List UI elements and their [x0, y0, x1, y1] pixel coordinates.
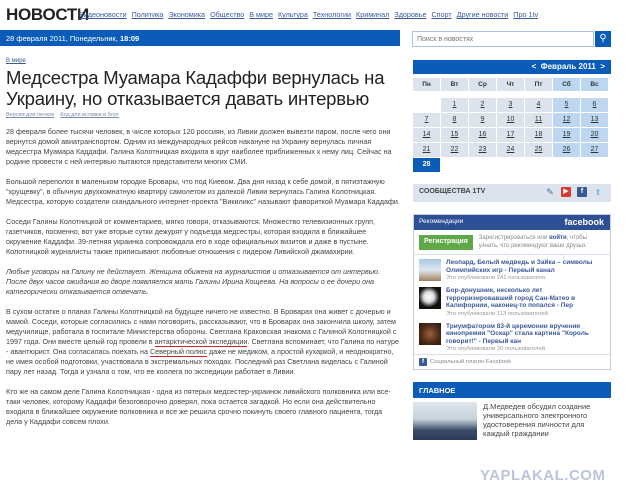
main-news-thumbnail[interactable]: [413, 402, 477, 440]
nav-other-news[interactable]: Другие новости: [456, 10, 509, 19]
recommendation-thumbnail[interactable]: [419, 323, 441, 345]
recommendation-item: [414, 255, 610, 283]
calendar-day[interactable]: 28: [413, 158, 440, 172]
register-button[interactable]: Регистрация: [419, 235, 473, 250]
calendar-day[interactable]: 18: [525, 128, 552, 142]
facebook-plugin-label[interactable]: Социальный плагин Facebook: [430, 359, 512, 365]
calendar-day[interactable]: 20: [581, 128, 608, 142]
nav-politics[interactable]: Политика: [131, 10, 164, 19]
calendar-month-label: Февраль 2011: [540, 62, 596, 71]
article-paragraph: Кто же на самом деле Галина Колотницкая - одна из пятерых медсестер-украинок ливийского полковника или все-таки человек, которому Каддафи безоговорочно доверял, пока остается загадкой. Но если она действительно входила в ближайшее окружение полковника и все же решила срочно покинуть своего главного пациента, тогда дела у Каддафи совсем плохи.: [6, 387, 391, 426]
print-version-link[interactable]: Версия для печати: [6, 112, 55, 118]
calendar-day[interactable]: 26: [553, 143, 580, 157]
calendar-day[interactable]: 9: [469, 113, 496, 127]
calendar-day[interactable]: 24: [497, 143, 524, 157]
calendar-empty-cell: [413, 98, 440, 112]
nav-society[interactable]: Общество: [210, 10, 245, 19]
facebook-header: [414, 215, 610, 230]
calendar-day[interactable]: 23: [469, 143, 496, 157]
sidebar: [413, 60, 611, 440]
current-time: 18:09: [120, 34, 140, 43]
search-icon: ⚲: [599, 33, 607, 44]
site-header: [0, 0, 640, 26]
facebook-brand: facebook: [564, 217, 604, 227]
main-news-header: ГЛАВНОЕ: [413, 382, 611, 398]
calendar-day[interactable]: 4: [525, 98, 552, 112]
calendar-next-button[interactable]: >: [600, 62, 605, 71]
calendar-prev-button[interactable]: <: [531, 62, 537, 71]
calendar-header: [413, 60, 611, 74]
text-fragment: В сухом остатке о планах Галины Колотницкой на будущее ничего не известно. В Броварах она живет с дочерью и мамой. Соседи, которые согласились с нами поговорить, рассказывают, что в Броварах она закончила школу, затем медучилище, работала в госпитале Министерства обороны. Светлана Краковская знакома с Галиной Колотницкой с 1997 года. Они вместе целый год провели в: [6, 307, 397, 346]
calendar-day[interactable]: 11: [525, 113, 552, 127]
nav-technology[interactable]: Технологии: [312, 10, 352, 19]
recommendation-thumbnail[interactable]: [419, 259, 441, 281]
facebook-recommendations: [413, 214, 611, 370]
calendar-day[interactable]: 27: [581, 143, 608, 157]
article-title: Медсестра Муамара Кадаффи вернулась на Украину, но отказывается давать интервью: [6, 67, 385, 109]
main-news-link[interactable]: Д.Медведев обсудил создание универсального электронного удостоверения личности для каждый граждании: [483, 402, 591, 438]
nav-world[interactable]: В мире: [249, 10, 273, 19]
calendar-day[interactable]: 2: [469, 98, 496, 112]
calendar-day[interactable]: 14: [413, 128, 440, 142]
calendar-day[interactable]: 5: [553, 98, 580, 112]
nav-economy[interactable]: Экономика: [168, 10, 206, 19]
calendar-day[interactable]: 21: [413, 143, 440, 157]
nav-about-1tv[interactable]: Про 1tv: [513, 10, 539, 19]
calendar-day[interactable]: 12: [553, 113, 580, 127]
facebook-icon[interactable]: f: [577, 187, 587, 197]
weekday-label: Вс: [581, 78, 608, 91]
calendar-day[interactable]: 25: [525, 143, 552, 157]
calendar-day[interactable]: 8: [441, 113, 468, 127]
recommendation-meta: Это опубликовали 113 пользователей.: [446, 310, 550, 317]
nav-health[interactable]: Здоровье: [394, 10, 427, 19]
watermark: YAPLAKAL.COM: [480, 467, 606, 484]
recommendation-link[interactable]: Триумфатором 83-й церемонии вручения кинопремии "Оскар" стала картина "Король говорит!" - Первый кан: [446, 322, 589, 345]
livejournal-icon[interactable]: ✎: [546, 187, 554, 197]
recommendation-thumbnail[interactable]: [419, 287, 441, 309]
recommendation-item: [414, 319, 610, 355]
article-paragraph-annotated: [6, 307, 400, 377]
site-logo[interactable]: НОВОСТИ: [6, 5, 89, 24]
calendar-days: [413, 98, 611, 172]
text-fragment: Зарегистрироваться или: [478, 235, 550, 241]
nav-sport[interactable]: Спорт: [431, 10, 452, 19]
article-body: [6, 127, 400, 427]
nav-culture[interactable]: Культура: [277, 10, 308, 19]
nav-videonews[interactable]: Видеоновости: [79, 10, 127, 19]
recommendation-link[interactable]: Леопард, Белый медведь и Зайка – символы Олимпийских игр - Первый канал: [446, 259, 593, 274]
top-nav: [79, 10, 538, 19]
twitter-icon[interactable]: t: [596, 187, 600, 197]
article: [6, 58, 400, 437]
recommendation-meta: Это опубликовали 20 пользователей.: [446, 346, 547, 352]
register-text: [479, 235, 605, 250]
text-fragment: , чтобы узнать, что рекомендуют ваши друзья.: [478, 235, 587, 249]
facebook-register-row: [414, 230, 610, 255]
search-button[interactable]: [595, 31, 611, 47]
weekday-label: Вт: [441, 78, 468, 91]
calendar-day[interactable]: 22: [441, 143, 468, 157]
search-input[interactable]: [412, 31, 594, 47]
weekday-label: Сб: [553, 78, 580, 91]
recommendation-meta: Это опубликовали 242 пользователя.: [446, 275, 547, 281]
calendar-day[interactable]: 1: [441, 98, 468, 112]
text-fragment: даже не медиком, а простой кухаркой, и неоднократно, не имея особой подготовки, участвовала в экстремальных походах. Последний раз Светлана виделась с Галиной пару лет назад. Тогда и узнала о том, что ее коллега по экспедиции работает в Ливии.: [6, 347, 394, 376]
calendar-day[interactable]: 17: [497, 128, 524, 142]
calendar-day[interactable]: 16: [469, 128, 496, 142]
article-tools: [6, 112, 400, 118]
calendar-day[interactable]: 6: [581, 98, 608, 112]
article-paragraph: 28 февраля более тысячи человек, в числе которых 120 россиян, из Ливии должен вывезти паром, после чего они вернутся домой авиатранспортом. Одним из международных рейсов накануне на Украину вернулась личная медсестра Муамара Каддафи. Галина Колотницкая входила в круг наиболее приближенных к нему лиц. Сейчас на родине провести с ней интервью пытаются представители многих СМИ.: [6, 127, 392, 166]
weekday-label: Ср: [469, 78, 496, 91]
facebook-footer: [414, 354, 610, 369]
weekday-label: Чт: [497, 78, 524, 91]
weekday-label: Пн: [413, 78, 440, 91]
calendar-day[interactable]: 3: [497, 98, 524, 112]
youtube-icon[interactable]: ▶: [561, 187, 571, 197]
calendar-day[interactable]: 15: [441, 128, 468, 142]
current-date: 28 февраля 2011, Понедельник,: [6, 34, 118, 43]
nav-crime[interactable]: Криминал: [356, 10, 390, 19]
main-news-item: [413, 402, 611, 440]
calendar-day[interactable]: 19: [553, 128, 580, 142]
facebook-header-title: Рекомендации: [419, 218, 464, 225]
weekday-label: Пт: [525, 78, 552, 91]
recommendation-link[interactable]: Бор-донушник, несколько лет терроризировавший город Сан-Матео в Калифорнии, наконец-то попался - Пер: [446, 287, 576, 309]
login-link[interactable]: войти: [549, 235, 567, 241]
text-fragment: . Светлана вспоминает, что Галина по натуре - авантюрист. Она согласилась поехать на: [6, 337, 399, 356]
article-paragraph: Любые уговоры на Галину не действует. Женщина обижена на журналистов и отказывается от интервью. После двух часов ожидания во дворе появляется мать Галины Ирина Кощеева. На вопросы о ее дочери она категорически отказывается отвечать.: [6, 267, 380, 296]
blog-embed-link[interactable]: Код для вставки в блог: [60, 112, 119, 118]
calendar-day[interactable]: 13: [581, 113, 608, 127]
article-paragraph: Соседи Галины Колотницкой от комментариев, мягко говоря, отказываются. Множество телевизионных групп, газетчиков, посменно, вот уже вторые сутки дежурят у подъезда медсестры, которая входила в ближайшее окружение Каддафи. 39-летняя украинка сопровождала его в ходе официальных визитов и даже в пустыне. Колотницкой журналисты также приписывают любовные отношения с лидером Ливийской джамахирии.: [6, 217, 375, 256]
highlight-antarctic-expedition: антарктической экспедиции: [154, 337, 248, 346]
article-paragraph: Большой переполох в маленьком городке Бровары, что под Киевом. Два дня назад к себе домой, в пятиэтажную "хрущевку", в обычную двухкомнатную квартиру самолетом из далекой Ливии вернулась Галина Колотницкая. Медсестра, которую создатели скандального интернет-проекта "Викиликс" называют фавориткой Муамара Каддафи.: [6, 177, 400, 206]
calendar-day[interactable]: 7: [413, 113, 440, 127]
community-bar: [413, 184, 611, 202]
facebook-icon: f: [419, 358, 427, 366]
date-bar: [0, 30, 400, 46]
community-title: СООБЩЕСТВА 1TV: [419, 188, 486, 195]
recommendation-item: [414, 283, 610, 319]
highlight-north-pole: Северный полюс: [149, 347, 207, 356]
calendar-weekdays: [413, 78, 611, 91]
calendar-day[interactable]: 10: [497, 113, 524, 127]
article-rubric[interactable]: В мире: [6, 58, 26, 64]
